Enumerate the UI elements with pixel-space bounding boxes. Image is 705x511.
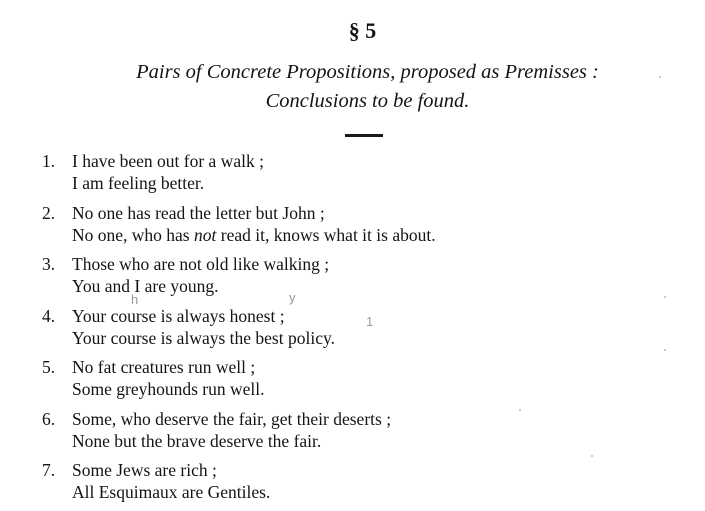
list-item [38,305,698,349]
section-number: § 5 [348,18,377,43]
premise-2: All Esquimaux are Gentiles. [72,482,271,502]
heading-line-2: Conclusions to be found. [265,90,470,112]
item-number: 4. [42,305,56,326]
propositions-list [38,150,698,511]
list-item [38,408,698,452]
premise-2: Some greyhounds run well. [72,379,265,399]
premise-2: You and I are young. [72,276,219,296]
item-number: 5. [42,357,56,377]
list-item [38,202,698,246]
heading-line-1: Pairs of Concrete Propositions, proposed as Premisses : [136,61,599,83]
pencil-mark-y: y [289,290,296,305]
section-heading [0,58,705,116]
list-item [38,150,698,194]
divider-rule [345,134,383,137]
premise-1: Your course is always honest ; [72,305,285,326]
list-item [38,253,698,297]
premise-1: I have been out for a walk ; [72,151,264,171]
item-number: 3. [42,254,56,274]
list-item [38,459,698,503]
premise-1: No one has read the letter but John ; [72,202,325,223]
premise-2: None but the brave deserve the fair. [72,430,322,451]
pencil-mark-h: h [131,292,139,307]
premise-2: Your course is always the best policy. [72,327,335,348]
premise-1: Those who are not old like walking ; [72,254,330,274]
item-number: 1. [42,151,56,171]
item-number: 6. [42,408,56,429]
pencil-mark-1: 1 [366,314,374,329]
premise-1: Some, who deserve the fair, get their deserts ; [72,408,392,429]
premise-1: No fat creatures run well ; [72,357,256,377]
item-number: 7. [42,460,56,480]
list-item [38,356,698,400]
emphasis-word: not [194,224,217,245]
premise-2: No one, who has not read it, knows what it is about. [72,224,436,245]
item-number: 2. [42,202,56,223]
premise-2: I am feeling better. [72,173,205,193]
premise-1: Some Jews are rich ; [72,460,217,480]
